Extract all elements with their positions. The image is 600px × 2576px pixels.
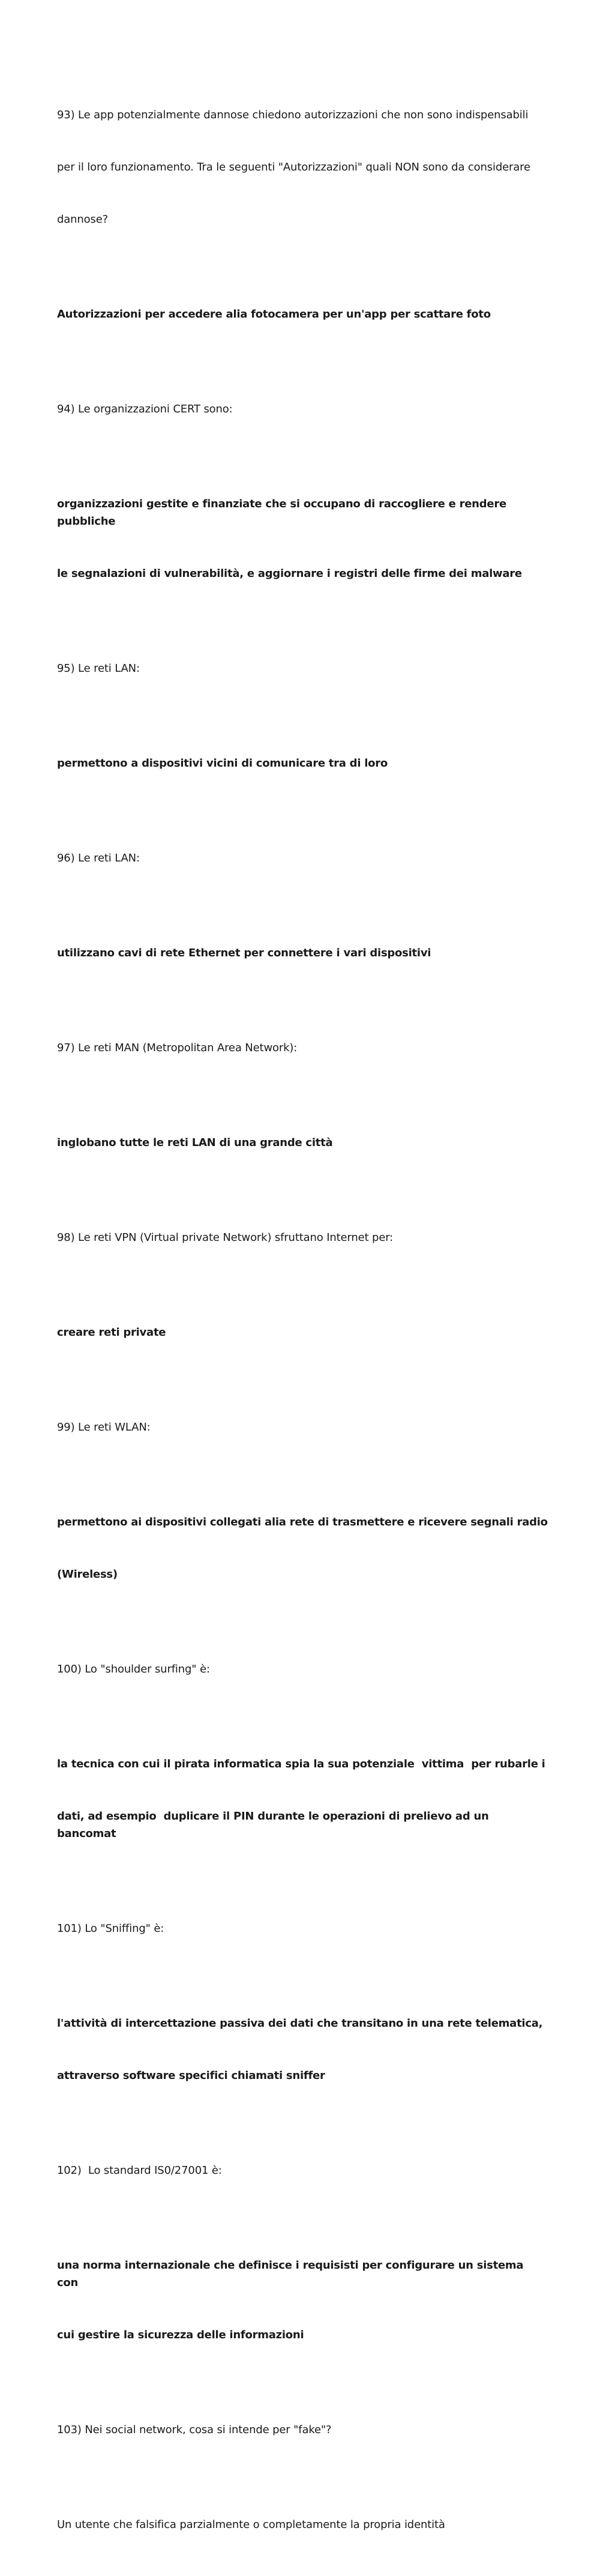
question-line: 96) Le reti LAN:: [57, 852, 140, 864]
answer-line: Autorizzazioni per accedere alia fotocamera per un'app per scattare foto: [57, 308, 491, 321]
question-94: [57, 366, 549, 453]
answer-line: le segnalazioni di vulnerabilità, e aggiornare i registri delle firme dei malware: [57, 567, 522, 580]
answer-line: la tecnica con cui il pirata informatica spia la sua potenziale vittima per rubarle i: [57, 1758, 545, 1770]
answer-line: creare reti private: [57, 1326, 166, 1339]
answer-line: dati, ad esempio duplicare il PIN durante le operazioni di prelievo ad un bancomat: [57, 1810, 493, 1840]
answer-line: l'attività di intercettazione passiva dei dati che transitano in una rete telematica,: [57, 2017, 543, 2030]
answer-102: [57, 2222, 549, 2378]
answer-line: cui gestire la sicurezza delle informazioni: [57, 2329, 304, 2341]
answer-98: [57, 1289, 549, 1376]
question-96: [57, 815, 549, 902]
question-100: [57, 1626, 549, 1713]
question-97: [57, 1004, 549, 1091]
question-line: 94) Le organizzazioni CERT sono:: [57, 403, 233, 415]
question-line: 93) Le app potenzialmente dannose chiedono autorizzazioni che non sono indispensabili: [57, 109, 529, 121]
question-line: 97) Le reti MAN (Metropolitan Area Network):: [57, 1042, 298, 1054]
question-101: [57, 1885, 549, 1972]
answer-93: [57, 271, 549, 358]
question-line: per il loro funzionamento. Tra le seguenti "Autorizzazioni" quali NON sono da considerare: [57, 161, 530, 173]
answer-line: inglobano tutte le reti LAN di una grande città: [57, 1136, 333, 1149]
answer-line: permettono a dispositivi vicini di comunicare tra di loro: [57, 757, 388, 770]
answer-101: [57, 1980, 549, 2119]
answer-99: [57, 1479, 549, 1618]
answer-94: [57, 460, 549, 617]
question-line: 95) Le reti LAN:: [57, 662, 140, 675]
answer-line: (Wireless): [57, 1568, 118, 1581]
question-93: [57, 71, 549, 263]
question-103: [57, 2386, 549, 2473]
answer-line: permettono ai dispositivi collegati alia rete di trasmettere e ricevere segnali radio: [57, 1516, 548, 1528]
question-102: [57, 2127, 549, 2214]
answer-95: [57, 720, 549, 807]
question-line: 103) Nei social network, cosa si intende per "fake"?: [57, 2424, 332, 2436]
answer-line: una norma internazionale che definisce i requisisti per configurare un sistema con: [57, 2259, 531, 2289]
answer-97: [57, 1099, 549, 1186]
question-line: 102) Lo standard IS0/27001 è:: [57, 2164, 222, 2177]
question-line: 99) Le reti WLAN:: [57, 1421, 151, 1434]
answer-103: [57, 2481, 549, 2568]
question-98: [57, 1194, 549, 1281]
question-line: 100) Lo "shoulder surfing" è:: [57, 1663, 210, 1676]
question-line: 98) Le reti VPN (Virtual private Network) sfruttano Internet per:: [57, 1231, 394, 1244]
answer-line: utilizzano cavi di rete Ethernet per connettere i vari dispositivi: [57, 947, 431, 959]
answer-line: organizzazioni gestite e finanziate che si occupano di raccogliere e rendere pubbliche: [57, 498, 510, 528]
question-95: [57, 625, 549, 712]
question-99: [57, 1384, 549, 1471]
answer-line: Un utente che falsifica parzialmente o completamente la propria identità: [57, 2518, 445, 2531]
document-page: [57, 71, 549, 2576]
question-line: dannose?: [57, 213, 109, 226]
answer-96: [57, 909, 549, 997]
answer-100: [57, 1721, 549, 1877]
answer-line: attraverso software specifici chiamati sniffer: [57, 2069, 325, 2082]
question-line: 101) Lo "Sniffing" è:: [57, 1922, 164, 1935]
